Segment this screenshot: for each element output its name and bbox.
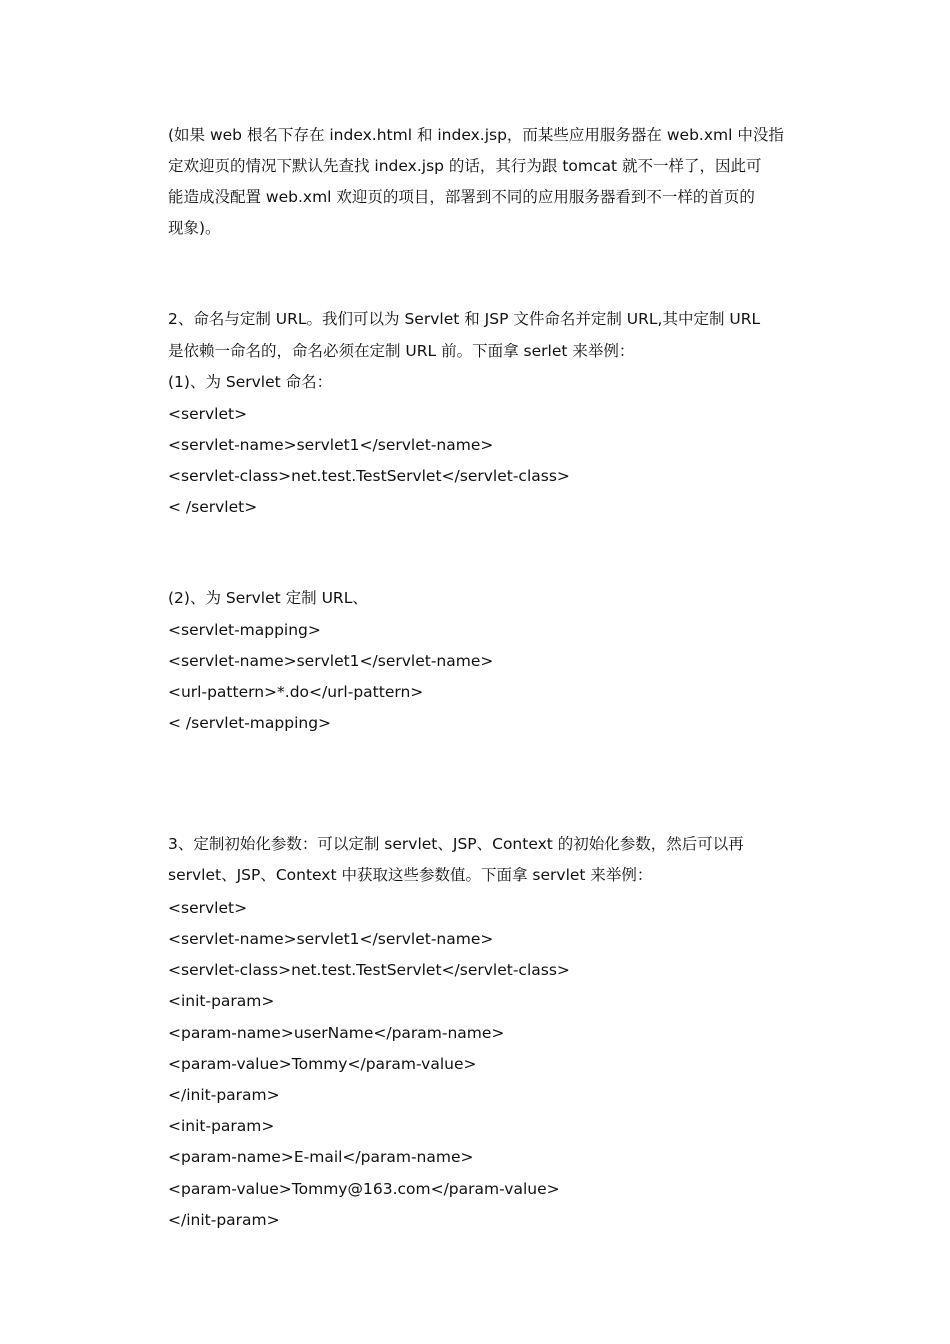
code-line: <servlet-class>net.test.TestServlet</servlet-class> <box>168 467 570 485</box>
section3-text-line: servlet、JSP、Context 中获取这些参数值。下面拿 servlet 来举例： <box>168 866 653 884</box>
section3-heading-line: 3、定制初始化参数：可以定制 servlet、JSP、Context 的初始化参数，然后可以再 <box>168 835 744 853</box>
code-line: <servlet-mapping> <box>168 621 321 639</box>
intro-line: 定欢迎页的情况下默认先查找 index.jsp 的话，其行为跟 tomcat 就不一样了，因此可 <box>168 157 762 175</box>
code-line: <servlet-name>servlet1</servlet-name> <box>168 930 494 948</box>
code-line: <servlet-name>servlet1</servlet-name> <box>168 436 494 454</box>
intro-line: (如果 web 根名下存在 index.html 和 index.jsp，而某些应用服务器在 web.xml 中没指 <box>168 126 784 144</box>
code-line: <init-param> <box>168 992 275 1010</box>
code-line: </init-param> <box>168 1211 280 1229</box>
section2-heading-line: 2、命名与定制 URL。我们可以为 Servlet 和 JSP 文件命名并定制 URL,其中定制 URL <box>168 310 761 328</box>
code-line: <init-param> <box>168 1117 275 1135</box>
code-line: <param-name>E-mail</param-name> <box>168 1148 474 1166</box>
intro-line: 现象)。 <box>168 219 221 237</box>
section2-subheading: (1)、为 Servlet 命名： <box>168 373 333 391</box>
code-line: <servlet-name>servlet1</servlet-name> <box>168 652 494 670</box>
code-line: <url-pattern>*.do</url-pattern> <box>168 683 424 701</box>
code-line: < /servlet> <box>168 498 258 516</box>
code-line: </init-param> <box>168 1086 280 1104</box>
code-line: < /servlet-mapping> <box>168 714 332 732</box>
code-line: <servlet-class>net.test.TestServlet</servlet-class> <box>168 961 570 979</box>
code-line: <servlet> <box>168 899 248 917</box>
code-line: <servlet> <box>168 405 248 423</box>
intro-line: 能造成没配置 web.xml 欢迎页的项目，部署到不同的应用服务器看到不一样的首页的 <box>168 188 755 206</box>
section2-mapping-subheading: (2)、为 Servlet 定制 URL、 <box>168 589 368 607</box>
section2-text-line: 是依赖一命名的，命名必须在定制 URL 前。下面拿 serlet 来举例： <box>168 342 635 360</box>
code-line: <param-value>Tommy</param-value> <box>168 1055 477 1073</box>
code-line: <param-name>userName</param-name> <box>168 1024 505 1042</box>
code-line: <param-value>Tommy@163.com</param-value> <box>168 1180 560 1198</box>
